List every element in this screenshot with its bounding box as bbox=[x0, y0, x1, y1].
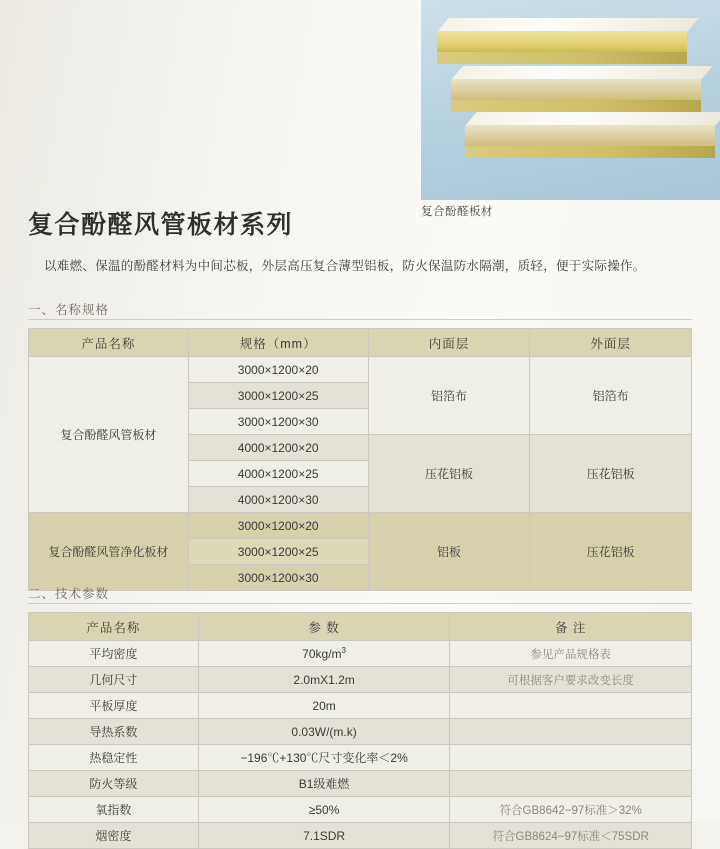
table-header-row bbox=[29, 613, 692, 641]
col-header-spec: 规格（mm） bbox=[188, 329, 368, 357]
cell-spec: 3000×1200×30 bbox=[188, 565, 368, 591]
section-rule-1 bbox=[28, 319, 692, 320]
cell-param-name: 平均密度 bbox=[29, 641, 199, 667]
table-row bbox=[29, 357, 692, 383]
cell-outer-layer: 压花铝板 bbox=[530, 513, 692, 591]
cell-inner-layer: 压花铝板 bbox=[368, 435, 530, 513]
cell-param-note bbox=[450, 745, 692, 771]
cell-spec: 3000×1200×25 bbox=[188, 383, 368, 409]
cell-param-value: 7.1SDR bbox=[198, 823, 450, 849]
table-row bbox=[29, 745, 692, 771]
col-header-remark: 备 注 bbox=[450, 613, 692, 641]
table-row bbox=[29, 797, 692, 823]
cell-product-name: 复合酚醛风管净化板材 bbox=[29, 513, 189, 591]
cell-spec: 3000×1200×30 bbox=[188, 409, 368, 435]
cell-param-note: 参见产品规格表 bbox=[450, 641, 692, 667]
table-row bbox=[29, 771, 692, 797]
table-row bbox=[29, 641, 692, 667]
cell-param-value: 2.0mX1.2m bbox=[198, 667, 450, 693]
cell-param-value: ≥50% bbox=[198, 797, 450, 823]
cell-param-note bbox=[450, 771, 692, 797]
cell-spec: 4000×1200×25 bbox=[188, 461, 368, 487]
cell-param-name: 平板厚度 bbox=[29, 693, 199, 719]
cell-param-note: 符合GB8642−97标准＞32% bbox=[450, 797, 692, 823]
cell-param-name: 几何尺寸 bbox=[29, 667, 199, 693]
col-header-parameter: 参 数 bbox=[198, 613, 450, 641]
cell-inner-layer: 铝箔布 bbox=[368, 357, 530, 435]
cell-param-name: 导热系数 bbox=[29, 719, 199, 745]
intro-paragraph: 以难燃、保温的酚醛材料为中间芯板，外层高压复合薄型铝板，防火保温防水隔潮，质轻，便于实际操作。 bbox=[44, 259, 646, 273]
cell-param-note bbox=[450, 719, 692, 745]
param-value-sup: 3 bbox=[341, 646, 346, 655]
cell-inner-layer: 铝板 bbox=[368, 513, 530, 591]
col-header-product: 产品名称 bbox=[29, 613, 199, 641]
col-header-product: 产品名称 bbox=[29, 329, 189, 357]
table-header-row bbox=[29, 329, 692, 357]
table-row bbox=[29, 693, 692, 719]
parameters-table bbox=[28, 612, 692, 849]
section-heading-params: 二、技术参数 bbox=[28, 587, 110, 601]
phenolic-board-photo bbox=[421, 0, 720, 200]
section-heading-specs: 一、名称规格 bbox=[28, 303, 110, 317]
specs-table bbox=[28, 328, 692, 591]
table-row bbox=[29, 719, 692, 745]
param-value-text: 70kg/m bbox=[302, 647, 342, 661]
cell-param-value: B1级难燃 bbox=[198, 771, 450, 797]
cell-spec: 3000×1200×25 bbox=[188, 539, 368, 565]
cell-param-name: 防火等级 bbox=[29, 771, 199, 797]
photo-caption: 复合酚醛板材 bbox=[421, 206, 493, 218]
cell-param-note bbox=[450, 693, 692, 719]
cell-param-name: 热稳定性 bbox=[29, 745, 199, 771]
section-rule-2 bbox=[28, 603, 692, 604]
cell-outer-layer: 压花铝板 bbox=[530, 435, 692, 513]
table-row bbox=[29, 823, 692, 849]
cell-product-name: 复合酚醛风管板材 bbox=[29, 357, 189, 513]
cell-param-name: 氧指数 bbox=[29, 797, 199, 823]
cell-param-name: 烟密度 bbox=[29, 823, 199, 849]
board-panel-3 bbox=[465, 112, 715, 170]
cell-spec: 3000×1200×20 bbox=[188, 357, 368, 383]
page-title: 复合酚醛风管板材系列 bbox=[28, 211, 294, 239]
cell-param-value bbox=[198, 641, 450, 667]
table-row bbox=[29, 667, 692, 693]
cell-outer-layer: 铝箔布 bbox=[530, 357, 692, 435]
cell-param-value: 0.03W/(m.k) bbox=[198, 719, 450, 745]
cell-param-value: −196℃+130℃尺寸变化率＜2% bbox=[198, 745, 450, 771]
cell-spec: 3000×1200×20 bbox=[188, 513, 368, 539]
col-header-inner: 内面层 bbox=[368, 329, 530, 357]
cell-param-note: 可根据客户要求改变长度 bbox=[450, 667, 692, 693]
table-row bbox=[29, 513, 692, 539]
cell-param-value: 20m bbox=[198, 693, 450, 719]
cell-spec: 4000×1200×20 bbox=[188, 435, 368, 461]
cell-spec: 4000×1200×30 bbox=[188, 487, 368, 513]
cell-param-note: 符合GB8624−97标准＜75SDR bbox=[450, 823, 692, 849]
col-header-outer: 外面层 bbox=[530, 329, 692, 357]
